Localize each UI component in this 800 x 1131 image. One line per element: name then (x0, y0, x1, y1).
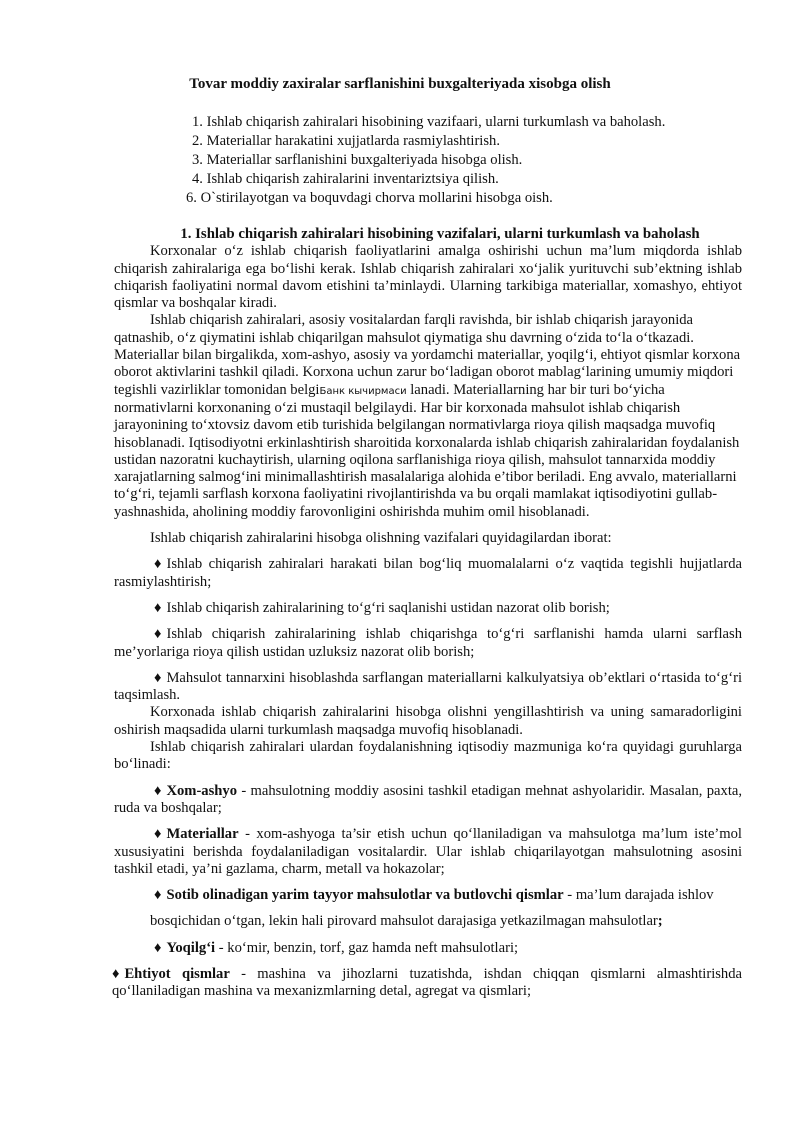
topic-item: 4. Ishlab chiqarish zahiralarini inventariztsiya qilish. (192, 171, 499, 187)
diamond-bullet-icon: ♦ (154, 599, 162, 616)
paragraph: Ishlab chiqarish zahiralari, asosiy vositalardan farqli ravishda, bir ishlab chiqarish jarayonida qatnashib, o‘z qiymatini ishlab chiqarilgan mahsulot qiymatiga shu davrning o‘zida to‘la o‘tkazadi. Materiallar bilan birgalikda, xom-ashyo, asosiy va yordamchi materiallar, yoqilg‘i, ehtiyot qismlar korxona oborot aktivlarini tashkil qiladi. Korxona uchun zarur bo‘ladigan oborot mablag‘larining umumiy miqdori tegishli vazirliklar tomonidan belgiБанк кычирмаси lanadi. Materiallarning har bir turi bo‘yicha normativlarni korxonaning o‘zi mustaqil belgilaydi. Har bir korxonada mahsulot ishlab chiqarish jarayonining to‘xtovsiz davom etib turishida belgilangan normativlarga rioya qilish maqsadga muvofiq hisoblanadi. Iqtisodiyotni erkinlashtirish sharoitida korxonalarda ishlab chiqarish zahiralaridan foydalanish ustidan nazoratni kuchaytirish, ularning oqilona sarflanishiga rioya qilish, mahsulot tannarxida moddiy xarajatlarning salmog‘ini minimallashtirish masalalariga alohida e’tibor beriladi. Eng avvalo, materiallarni to‘g‘ri, tejamli sarflash korxona faoliyatini rivojlantirishda va bu orqali mamlakat iqtisodiyotini gullab-yashnashida, aholining moddiy farovonligini oshirishda muhim omil hisoblanadi. (114, 312, 741, 520)
category-term: Yoqilg‘i (166, 939, 216, 956)
diamond-bullet-icon: ♦ (112, 965, 120, 982)
category-term: Xom-ashyo (166, 782, 237, 799)
category-item: ♦ Xom-ashyo - mahsulotning moddiy asosini tashkil etadigan mehnat ashyolaridir. Masalan, paxta, ruda va boshqalar; (114, 782, 742, 816)
list-item: ♦ Mahsulot tannarxini hisoblashda sarflangan materiallarni kalkulyatsiya ob’ektlari o‘rtasida to‘g‘ri taqsimlash. (114, 669, 742, 704)
category-continuation: bosqichidan o‘tgan, lekin hali pirovard mahsulot darajasiga yetkazilmagan mahsulotlar; (150, 913, 663, 930)
category-item: ♦ Yoqilg‘i - ko‘mir, benzin, torf, gaz hamda neft mahsulotlari; (154, 939, 519, 956)
paragraph: Korxonada ishlab chiqarish zahiralarini hisobga olishni yengillashtirish va uning samaradorligini oshirish maqsadida ularni turkumlash maqsadga muvofiq hisoblanadi. (114, 704, 742, 738)
list-item: ♦ Ishlab chiqarish zahiralarining to‘g‘ri saqlanishi ustidan nazorat olib borish; (154, 599, 610, 616)
diamond-bullet-icon: ♦ (154, 556, 162, 573)
topic-item: 1. Ishlab chiqarish zahiralari hisobining vazifaari, ularni turkumlash va baholash. (192, 114, 666, 130)
topic-item: 2. Materiallar harakatini xujjatlarda rasmiylashtirish. (192, 133, 500, 149)
diamond-bullet-icon: ♦ (154, 669, 162, 686)
category-term: Ehtiyot qismlar (124, 965, 230, 982)
diamond-bullet-icon: ♦ (154, 626, 162, 643)
paragraph: Ishlab chiqarish zahiralari ulardan foydalanishning iqtisodiy mazmuniga ko‘ra quyidagi guruhlarga bo‘linadi: (114, 739, 742, 773)
diamond-bullet-icon: ♦ (154, 782, 162, 799)
diamond-bullet-icon: ♦ (154, 826, 162, 843)
topic-item: 3. Materiallar sarflanishini buxgalteriyada hisobga olish. (192, 152, 523, 168)
paragraph: Ishlab chiqarish zahiralarini hisobga olishning vazifalari quyidagilardan iborat: (150, 530, 612, 547)
paragraph: Korxonalar o‘z ishlab chiqarish faoliyatlarini amalga oshirishi uchun ma’lum miqdorda ishlab chiqarish zahiralariga ega bo‘lishi kerak. Ishlab chiqarish zahiralari xo‘jalik yurituvchi sub’ektning ishlab chiqarish faoliyatini normal davom etishini ta’minlaydi. Ularning tarkibiga materiallar, xomashyo, ehtiyot qismlar va boshqalar kiradi. (114, 243, 742, 312)
document-title: Tovar moddiy zaxiralar sarflanishini buxgalteriyada xisobga olish (189, 76, 611, 92)
document-body (114, 226, 742, 1001)
list-item: ♦ Ishlab chiqarish zahiralarining ishlab chiqarishga to‘g‘ri sarflanishi hamda ularni sarflash me’yorlariga rioya qilish ustidan uzluksiz nazorat olib borish; (114, 626, 742, 660)
diamond-bullet-icon: ♦ (154, 939, 162, 956)
category-item: ♦ Sotib olinadigan yarim tayyor mahsulotlar va butlovchi qismlar - ma’lum darajada ishlov (154, 887, 714, 904)
category-item: ♦ Materiallar - xom-ashyoga ta’sir etish uchun qo‘llaniladigan va mahsulotga ma’lum iste’mol xususiyatini berishda foydalaniladigan vositalardir. Ular ishlab chiqarilayotgan mahsulotning asosini tashkil etadi, ya’ni gazlama, charm, metall va hokazolar; (114, 826, 742, 877)
topic-item: 6. O`stirilayotgan va boquvdagi chorva mollarini hisobga oish. (186, 190, 553, 206)
inline-note: Банк кычирмаси (319, 385, 407, 397)
list-item: ♦ Ishlab chiqarish zahiralari harakati bilan bog‘liq muomalalarni o‘z vaqtida tegishli hujjatlarda rasmiylashtirish; (114, 556, 742, 590)
category-term: Materiallar (166, 826, 239, 843)
category-term: Sotib olinadigan yarim tayyor mahsulotlar va butlovchi qismlar (166, 887, 564, 904)
section-heading: 1. Ishlab chiqarish zahiralari hisobining vazifalari, ularni turkumlash va baholash (180, 226, 700, 242)
category-item: ♦ Ehtiyot qismlar - mashina va jihozlarni tuzatishda, ishdan chiqqan qismlarni almashtirishda qo‘llaniladigan mashina va mexanizmlarning detal, agregat va qismlari; (112, 965, 742, 1000)
diamond-bullet-icon: ♦ (154, 887, 162, 904)
